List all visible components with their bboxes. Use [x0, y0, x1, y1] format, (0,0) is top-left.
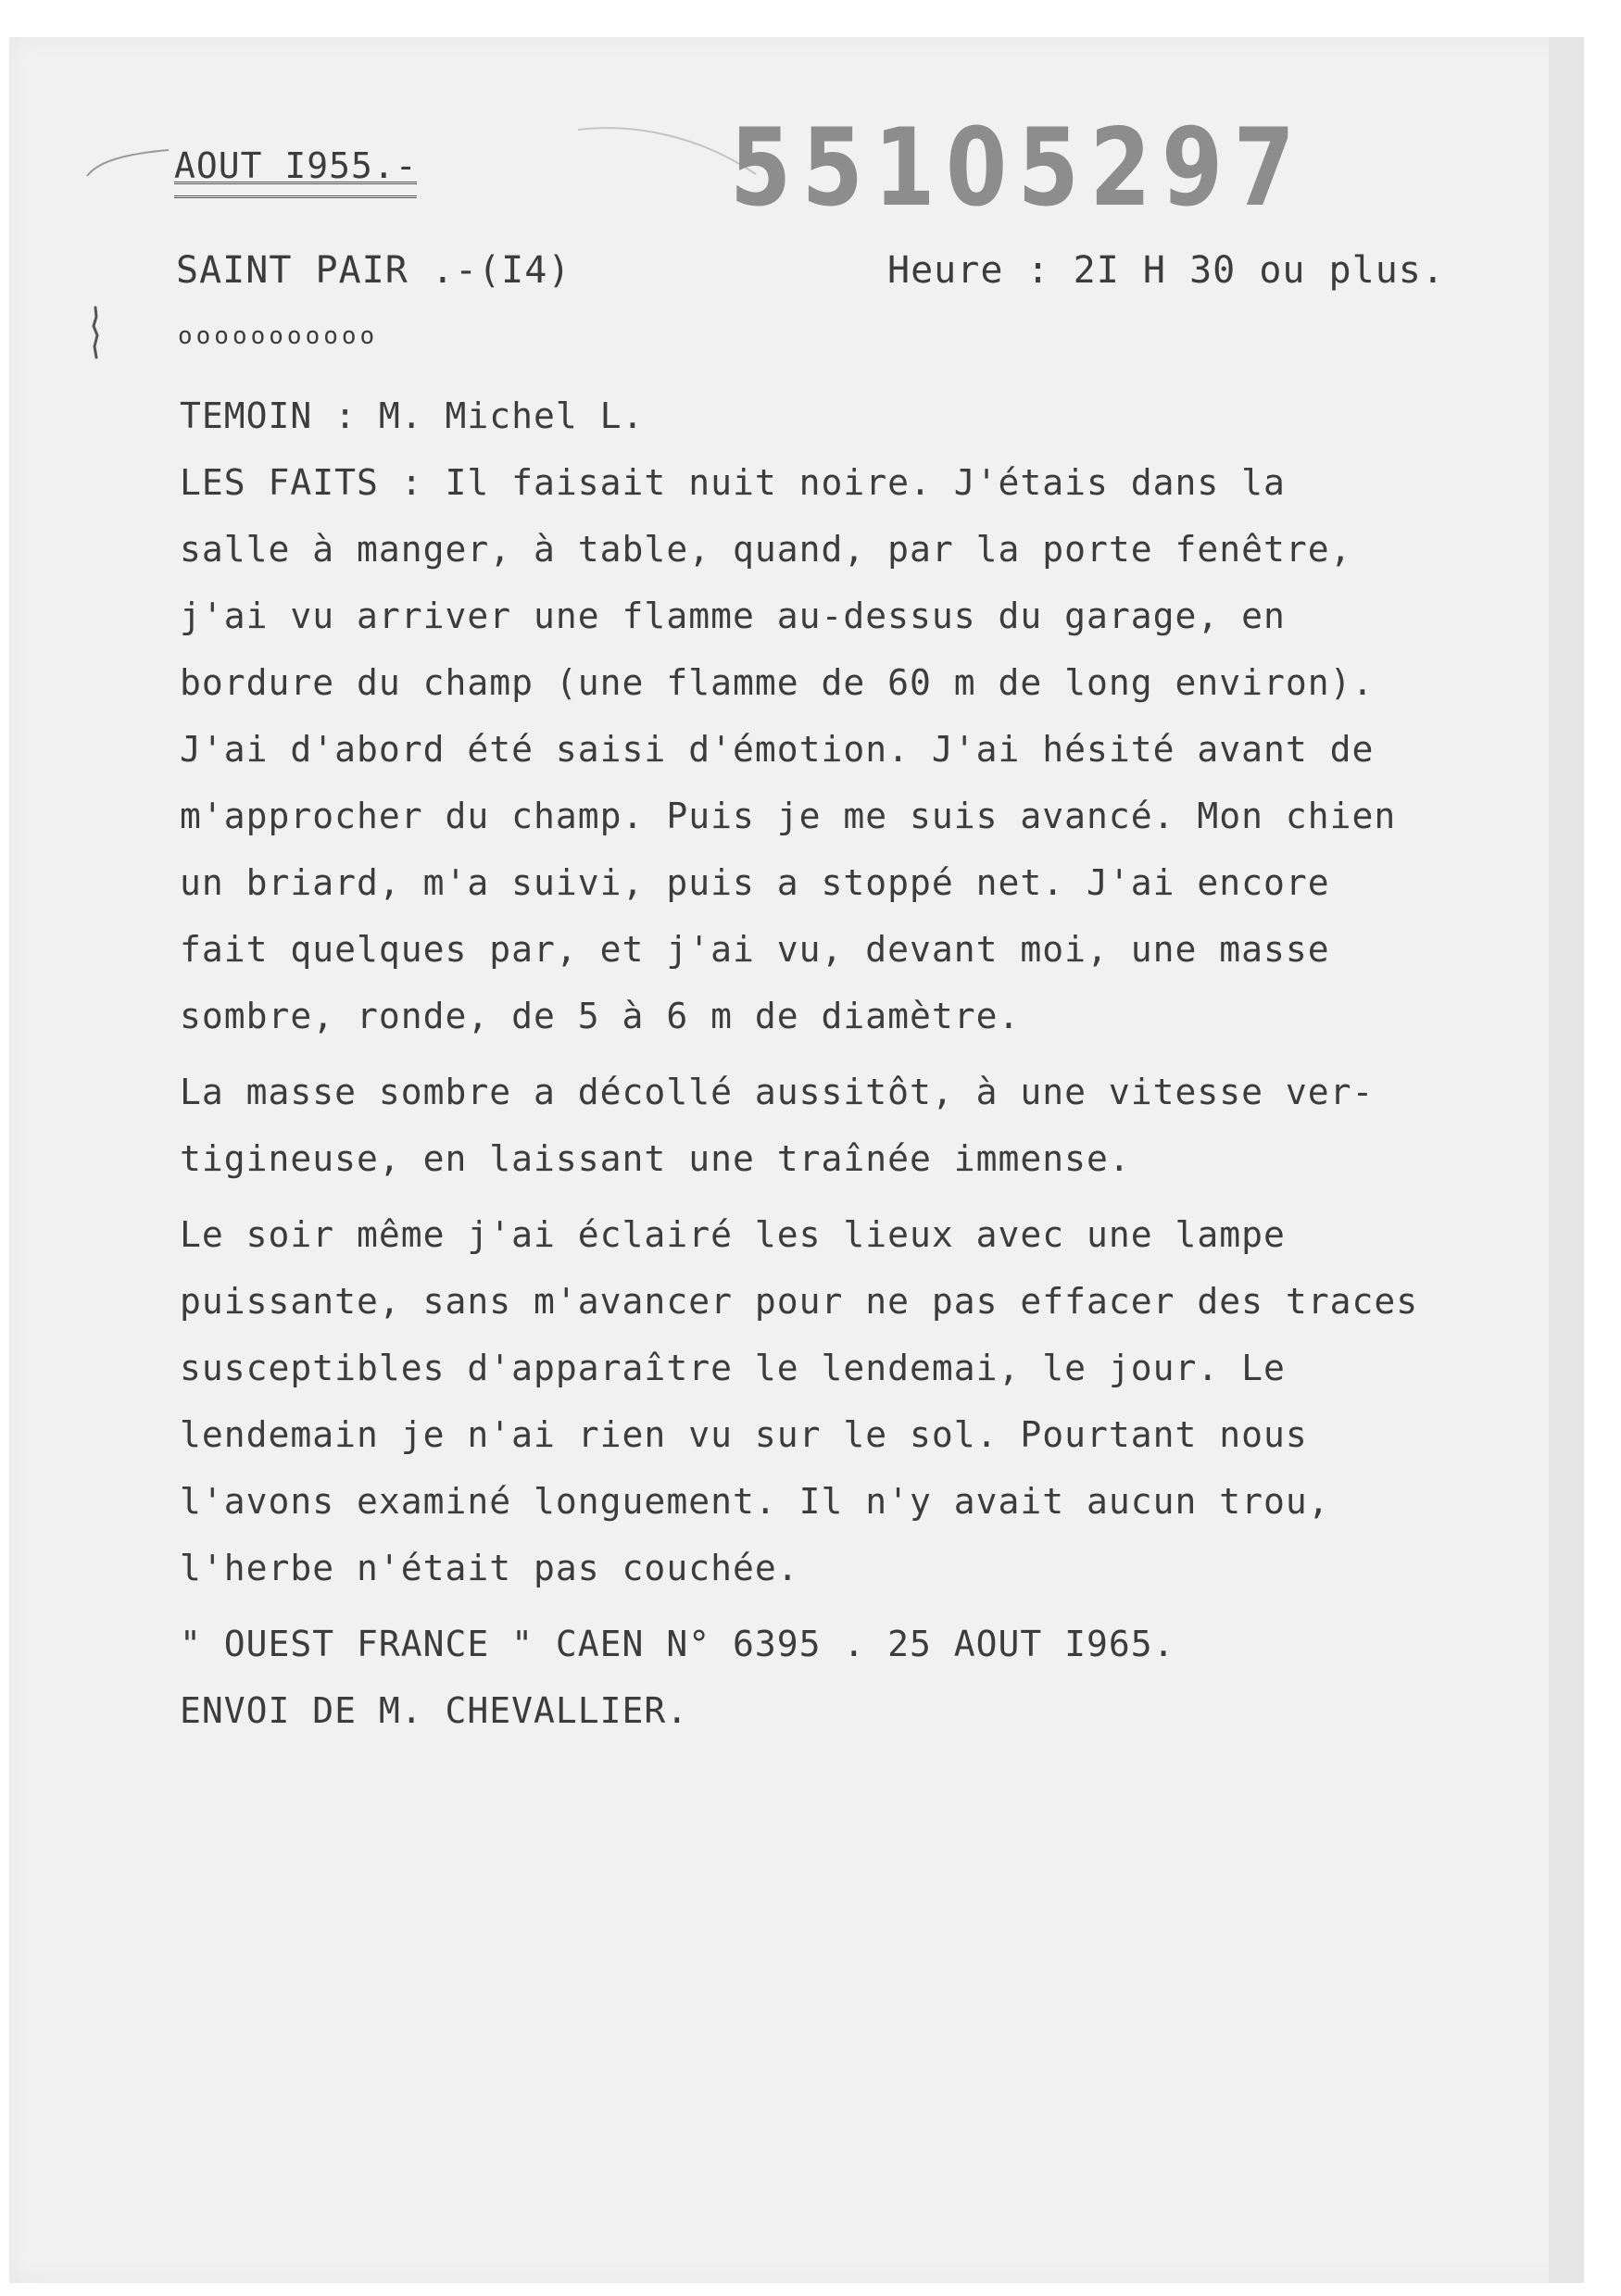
body-line: l'herbe n'était pas couchée. — [180, 1548, 799, 1588]
body-line: Le soir même j'ai éclairé les lieux avec une lampe — [180, 1214, 1286, 1255]
witness-line: TEMOIN : M. Michel L. — [180, 395, 645, 436]
date-header: AOUT I955.- — [174, 145, 418, 186]
margin-ink-mark — [91, 306, 100, 359]
corner-pencil-mark — [80, 148, 172, 185]
source-citation: " OUEST FRANCE " CAEN N° 6395 . 25 AOUT I965. — [180, 1624, 1175, 1664]
body-line: fait quelques par, et j'ai vu, devant moi, une masse — [180, 929, 1330, 970]
body-line: salle à manger, à table, quand, par la porte fenêtre, — [180, 529, 1352, 570]
body-line: lendemain je n'ai rien vu sur le sol. Pourtant nous — [180, 1414, 1308, 1455]
body-line: puissante, sans m'avancer pour ne pas effacer des traces — [180, 1281, 1419, 1322]
body-line: sombre, ronde, de 5 à 6 m de diamètre. — [180, 996, 1021, 1036]
paper-edge — [1549, 37, 1584, 2283]
body-line: tigineuse, en laissant une traînée immense. — [180, 1138, 1131, 1179]
body-line: m'approcher du champ. Puis je me suis avancé. Mon chien — [180, 796, 1397, 836]
body-line: un briard, m'a suivi, puis a stoppé net. J'ai encore — [180, 862, 1330, 903]
reference-number-stamp: 55105297 — [730, 106, 1306, 231]
body-line: l'avons examiné longuement. Il n'y avait aucun trou, — [180, 1481, 1330, 1522]
body-line: bordure du champ (une flamme de 60 m de long environ). — [180, 662, 1375, 703]
body-line: j'ai vu arriver une flamme au-dessus du garage, en — [180, 596, 1286, 636]
body-line: susceptibles d'apparaître le lendemai, le jour. Le — [180, 1348, 1286, 1388]
body-line: La masse sombre a décollé aussitôt, à une vitesse ver- — [180, 1072, 1375, 1112]
body-line: LES FAITS : Il faisait nuit noire. J'étais dans la — [180, 462, 1286, 503]
body-line: J'ai d'abord été saisi d'émotion. J'ai hésité avant de — [180, 729, 1375, 770]
sender-line: ENVOI DE M. CHEVALLIER. — [180, 1690, 689, 1731]
circle-separator: ooooooooooo — [178, 322, 379, 350]
place-heading: SAINT PAIR .-(I4) — [176, 249, 572, 292]
date-underline — [174, 182, 417, 198]
time-heading: Heure : 2I H 30 ou plus. — [887, 249, 1445, 292]
